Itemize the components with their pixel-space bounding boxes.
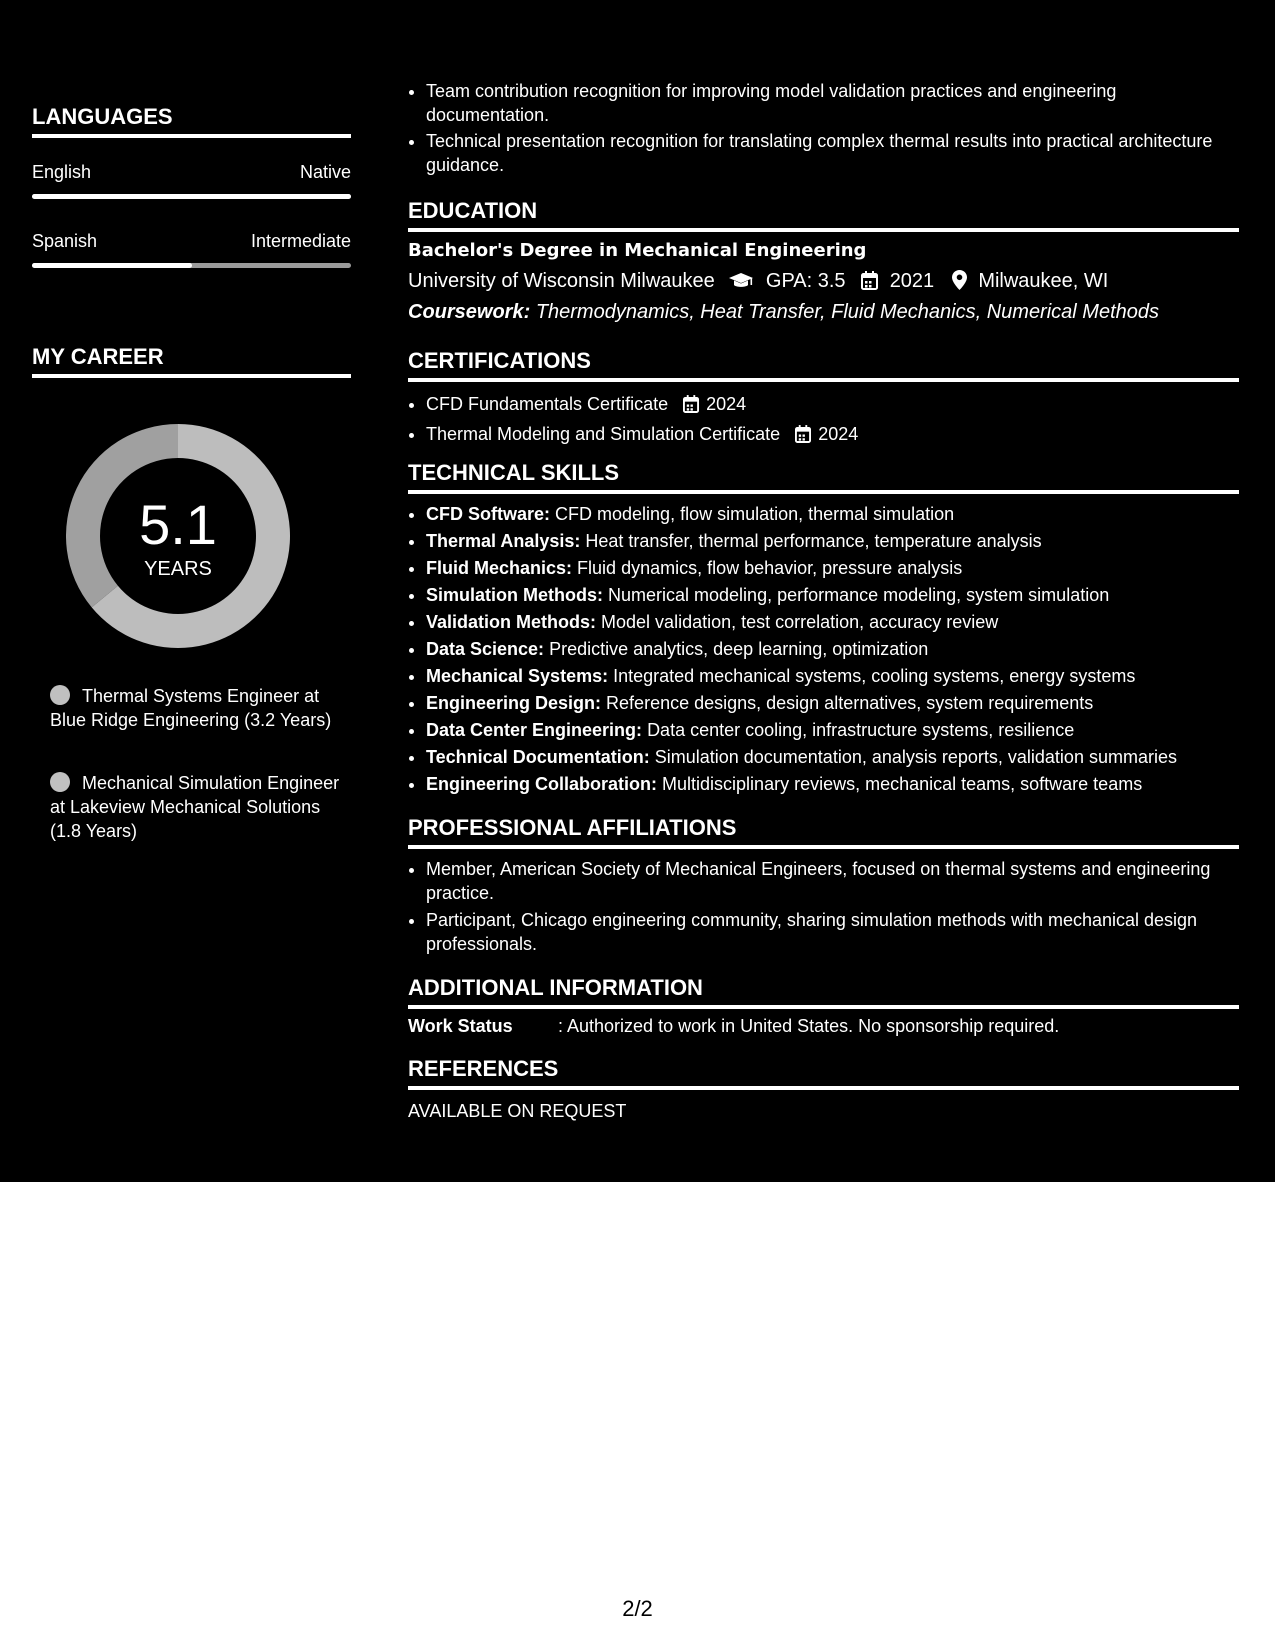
education-heading: EDUCATION bbox=[408, 198, 1239, 232]
certification-item bbox=[426, 391, 1239, 421]
skill-label: Thermal Analysis: bbox=[426, 531, 581, 551]
gpa: GPA: 3.5 bbox=[765, 270, 846, 292]
skill-label: Mechanical Systems: bbox=[426, 666, 609, 686]
education-details bbox=[408, 270, 1239, 296]
skill-item bbox=[426, 744, 1239, 771]
skill-item bbox=[426, 771, 1239, 798]
career-total-years: 5.1 bbox=[139, 493, 217, 556]
additional-info-heading: ADDITIONAL INFORMATION bbox=[408, 975, 1239, 1009]
language-row-spanish bbox=[32, 231, 351, 252]
skill-text: Data center cooling, infrastructure systems, resilience bbox=[647, 720, 1075, 740]
skill-text: Model validation, test correlation, accuracy review bbox=[601, 612, 999, 632]
graduation-year: 2021 bbox=[889, 270, 935, 292]
languages-heading: LANGUAGES bbox=[32, 104, 351, 138]
work-status-label: Work Status bbox=[408, 1016, 513, 1036]
list-item: • Participant, Chicago engineering community, sharing simulation methods with mechanical design professionals. bbox=[426, 908, 1239, 956]
certification-name: Thermal Modeling and Simulation Certificate bbox=[426, 424, 781, 444]
coursework bbox=[408, 301, 1239, 324]
skill-text: Fluid dynamics, flow behavior, pressure analysis bbox=[577, 558, 963, 578]
bullet-dot-icon bbox=[50, 685, 70, 705]
skill-text: Reference designs, design alternatives, system requirements bbox=[606, 693, 1094, 713]
language-bar-fill bbox=[32, 263, 192, 268]
references-heading: REFERENCES bbox=[408, 1056, 1239, 1090]
language-name: Spanish bbox=[32, 231, 98, 251]
degree-title: Bachelor's Degree in Mechanical Engineering bbox=[408, 240, 867, 261]
page-number: 2/2 bbox=[622, 1596, 653, 1621]
technical-skills-heading: TECHNICAL SKILLS bbox=[408, 460, 1239, 494]
recognitions-list bbox=[408, 79, 1239, 177]
skill-text: Heat transfer, thermal performance, temperature analysis bbox=[585, 531, 1042, 551]
coursework-label: Coursework: bbox=[408, 301, 531, 323]
calendar-icon bbox=[683, 394, 699, 421]
skill-text: Simulation documentation, analysis reports, validation summaries bbox=[654, 747, 1177, 767]
career-item bbox=[50, 684, 340, 732]
school-location: Milwaukee, WI bbox=[978, 270, 1109, 292]
affiliations-list bbox=[408, 857, 1239, 956]
skill-label: Engineering Collaboration: bbox=[426, 774, 658, 794]
skill-label: CFD Software: bbox=[426, 504, 551, 524]
certification-year: 2024 bbox=[706, 394, 747, 414]
skill-text: Multidisciplinary reviews, mechanical teams, software teams bbox=[662, 774, 1143, 794]
skill-item bbox=[426, 717, 1239, 744]
list-item: • Technical presentation recognition for translating complex thermal results into practical architecture guidance. bbox=[426, 129, 1239, 177]
skill-label: Engineering Design: bbox=[426, 693, 602, 713]
skill-text: Numerical modeling, performance modeling, system simulation bbox=[608, 585, 1110, 605]
language-level: Intermediate bbox=[250, 231, 351, 251]
career-years-label: YEARS bbox=[144, 558, 212, 580]
career-item-text: Mechanical Simulation Engineer at Lakeview Mechanical Solutions (1.8 Years) bbox=[50, 773, 340, 841]
certification-name: CFD Fundamentals Certificate bbox=[426, 394, 669, 414]
skill-text: Predictive analytics, deep learning, optimization bbox=[549, 639, 929, 659]
work-status-value: : Authorized to work in United States. No sponsorship required. bbox=[558, 1016, 1060, 1036]
skill-item bbox=[426, 501, 1239, 528]
skill-item bbox=[426, 528, 1239, 555]
work-status-row bbox=[408, 1016, 1239, 1037]
skill-item bbox=[426, 690, 1239, 717]
career-item-text: Thermal Systems Engineer at Blue Ridge Engineering (3.2 Years) bbox=[50, 686, 332, 730]
list-item: • Member, American Society of Mechanical Engineers, focused on thermal systems and engineering practice. bbox=[426, 857, 1239, 905]
calendar-icon bbox=[861, 271, 878, 296]
skill-label: Data Science: bbox=[426, 639, 545, 659]
skill-item bbox=[426, 636, 1239, 663]
skill-text: CFD modeling, flow simulation, thermal simulation bbox=[555, 504, 955, 524]
certification-year: 2024 bbox=[818, 424, 859, 444]
skill-label: Data Center Engineering: bbox=[426, 720, 643, 740]
skill-item bbox=[426, 555, 1239, 582]
technical-skills-list bbox=[408, 501, 1239, 798]
language-bar-spanish bbox=[32, 263, 351, 268]
references-text: AVAILABLE ON REQUEST bbox=[408, 1101, 627, 1121]
skill-label: Technical Documentation: bbox=[426, 747, 650, 767]
language-name: English bbox=[32, 162, 92, 182]
skill-item bbox=[426, 582, 1239, 609]
certification-item bbox=[426, 421, 1239, 451]
language-bar-fill bbox=[32, 194, 351, 199]
location-pin-icon bbox=[952, 270, 967, 296]
skill-label: Validation Methods: bbox=[426, 612, 597, 632]
calendar-icon bbox=[795, 424, 811, 451]
language-row-english bbox=[32, 162, 351, 183]
school-name: University of Wisconsin Milwaukee bbox=[408, 270, 715, 292]
skill-text: Integrated mechanical systems, cooling systems, energy systems bbox=[613, 666, 1136, 686]
skill-label: Fluid Mechanics: bbox=[426, 558, 573, 578]
language-bar-english bbox=[32, 194, 351, 199]
skill-item bbox=[426, 663, 1239, 690]
career-item bbox=[50, 771, 340, 843]
certifications-heading: CERTIFICATIONS bbox=[408, 348, 1239, 382]
certifications-list bbox=[408, 391, 1239, 451]
bullet-dot-icon bbox=[50, 772, 70, 792]
affiliations-heading: PROFESSIONAL AFFILIATIONS bbox=[408, 815, 1239, 849]
language-level: Native bbox=[299, 162, 351, 182]
list-item: • Team contribution recognition for improving model validation practices and engineering documentation. bbox=[426, 79, 1239, 127]
graduation-cap-icon bbox=[728, 272, 754, 296]
coursework-text: Thermodynamics, Heat Transfer, Fluid Mechanics, Numerical Methods bbox=[535, 301, 1159, 323]
skill-item bbox=[426, 609, 1239, 636]
career-heading: MY CAREER bbox=[32, 344, 351, 378]
skill-label: Simulation Methods: bbox=[426, 585, 603, 605]
